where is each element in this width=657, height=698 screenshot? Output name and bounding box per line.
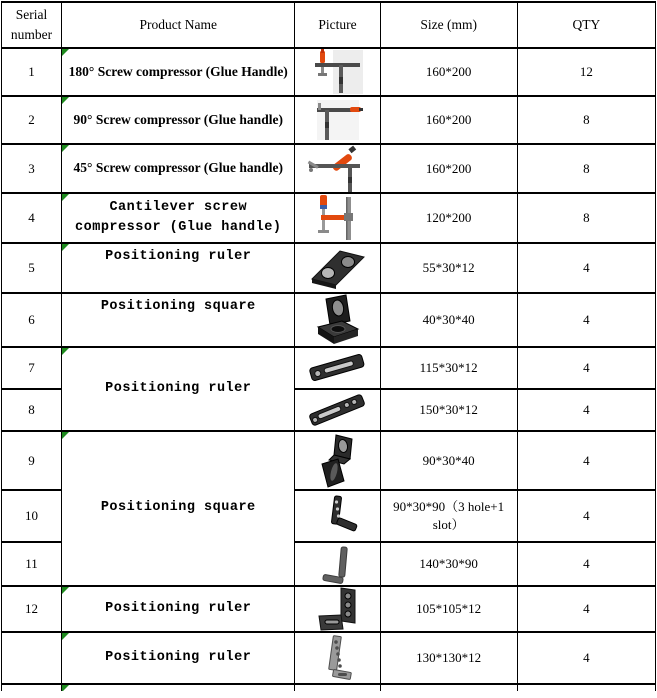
product-name-text: Positioning square <box>100 500 256 516</box>
header-picture: Picture <box>295 2 380 48</box>
cell-flag-triangle <box>62 194 69 201</box>
picture-cell <box>295 684 380 691</box>
qty-cell: 4 <box>517 586 655 632</box>
positioning-ruler-130-image <box>319 634 355 682</box>
serial-cell: 11 <box>2 542 62 586</box>
picture-cell <box>295 632 380 684</box>
size-cell: 55*30*12 <box>380 243 517 293</box>
qty-cell: 4 <box>517 347 655 389</box>
serial-cell: 3 <box>2 144 62 193</box>
picture-cell <box>295 48 380 96</box>
header-product-name: Product Name <box>62 2 295 48</box>
serial-cell: 1 <box>2 48 62 96</box>
size-cell: 160*200 <box>380 144 517 193</box>
table-row <box>2 293 656 347</box>
product-name-text: 90° Screw compressor (Glue handle) <box>73 111 283 127</box>
serial-cell: 7 <box>2 347 62 389</box>
picture-cell <box>295 243 380 293</box>
cantilever-clamp-image <box>311 194 363 242</box>
product-name-text: Positioning ruler <box>105 249 252 264</box>
qty-cell: 4 <box>517 431 655 490</box>
size-cell: 160*200 <box>380 48 517 96</box>
table-row <box>2 48 656 96</box>
product-name-cell <box>62 586 295 632</box>
serial-cell: 12 <box>2 586 62 632</box>
product-name-text: Positioning ruler <box>105 600 252 616</box>
product-name-text: Positioning square <box>100 299 256 314</box>
qty-cell: 4 <box>517 490 655 542</box>
table-row-partial <box>2 684 656 691</box>
positioning-ruler-plate-image <box>308 246 366 290</box>
header-qty: QTY <box>517 2 655 48</box>
cell-flag-triangle <box>62 97 69 104</box>
header-size: Size (mm) <box>380 2 517 48</box>
size-cell: 40*30*40 <box>380 293 517 347</box>
product-name-text: Positioning ruler <box>105 380 252 396</box>
qty-cell: 4 <box>517 243 655 293</box>
cell-flag-triangle <box>62 587 69 594</box>
picture-cell <box>295 389 380 431</box>
picture-cell <box>295 293 380 347</box>
product-name-cell <box>62 684 295 691</box>
product-name-text: 180° Screw compressor (Glue Handle) <box>68 63 288 79</box>
cell-flag-triangle <box>62 348 69 355</box>
positioning-square-block-image <box>312 294 362 346</box>
picture-cell <box>295 144 380 193</box>
serial-cell: 8 <box>2 389 62 431</box>
size-cell: 130*130*12 <box>380 632 517 684</box>
picture-cell <box>295 193 380 243</box>
table-row <box>2 193 656 243</box>
picture-cell <box>295 586 380 632</box>
table-row <box>2 632 656 684</box>
clamp-45-degree-image <box>305 145 369 192</box>
serial-cell: 4 <box>2 193 62 243</box>
picture-cell <box>295 490 380 542</box>
table-row <box>2 96 656 144</box>
cell-flag-triangle <box>62 432 69 439</box>
product-name-cell <box>62 632 295 684</box>
size-cell: 160*200 <box>380 96 517 144</box>
product-name-text: Cantilever screw compressor (Glue handle) <box>75 199 282 235</box>
product-name-cell-merged <box>62 431 295 586</box>
qty-cell <box>517 684 655 691</box>
size-cell: 105*105*12 <box>380 586 517 632</box>
serial-cell <box>2 684 62 691</box>
table-row <box>2 431 656 490</box>
cell-flag-triangle <box>62 49 69 56</box>
table-row <box>2 243 656 293</box>
serial-cell: 2 <box>2 96 62 144</box>
header-serial-number: Serial number <box>2 2 62 48</box>
table-row <box>2 347 656 389</box>
cell-flag-triangle <box>62 633 69 640</box>
qty-cell: 4 <box>517 293 655 347</box>
serial-cell: 5 <box>2 243 62 293</box>
qty-cell: 4 <box>517 389 655 431</box>
clamp-180-degree-image <box>309 49 365 95</box>
size-cell <box>380 684 517 691</box>
positioning-square-90-30-40-image <box>314 433 360 489</box>
product-name-cell <box>62 243 295 293</box>
qty-cell: 8 <box>517 96 655 144</box>
slotted-ruler-150-image <box>307 390 367 430</box>
table-row <box>2 144 656 193</box>
qty-cell: 4 <box>517 632 655 684</box>
product-name-cell <box>62 293 295 347</box>
slotted-ruler-115-image <box>305 349 369 387</box>
cell-flag-triangle <box>62 244 69 251</box>
size-cell: 90*30*90（3 hole+1 slot） <box>380 490 517 542</box>
serial-cell: 9 <box>2 431 62 490</box>
product-table <box>1 1 656 691</box>
product-name-cell <box>62 193 295 243</box>
serial-cell: 10 <box>2 490 62 542</box>
cell-flag-triangle <box>62 685 69 691</box>
size-cell: 90*30*40 <box>380 431 517 490</box>
qty-cell: 8 <box>517 193 655 243</box>
positioning-square-90-30-90-image <box>315 492 359 540</box>
positioning-square-140-30-90-image <box>317 543 357 585</box>
picture-cell <box>295 542 380 586</box>
product-name-cell <box>62 144 295 193</box>
serial-cell <box>2 632 62 684</box>
size-cell: 115*30*12 <box>380 347 517 389</box>
product-name-cell <box>62 48 295 96</box>
qty-cell: 4 <box>517 542 655 586</box>
table-row <box>2 586 656 632</box>
qty-cell: 8 <box>517 144 655 193</box>
table-header-row <box>2 2 656 48</box>
product-name-text: 45° Screw compressor (Glue handle) <box>73 160 283 176</box>
positioning-ruler-105-image <box>313 587 361 631</box>
size-cell: 140*30*90 <box>380 542 517 586</box>
size-cell: 150*30*12 <box>380 389 517 431</box>
clamp-90-degree-image <box>309 98 365 142</box>
qty-cell: 12 <box>517 48 655 96</box>
product-name-text: Positioning ruler <box>105 649 252 665</box>
size-cell: 120*200 <box>380 193 517 243</box>
cell-flag-triangle <box>62 145 69 152</box>
product-name-cell-merged <box>62 347 295 431</box>
picture-cell <box>295 96 380 144</box>
picture-cell <box>295 347 380 389</box>
product-name-cell <box>62 96 295 144</box>
picture-cell <box>295 431 380 490</box>
serial-cell: 6 <box>2 293 62 347</box>
